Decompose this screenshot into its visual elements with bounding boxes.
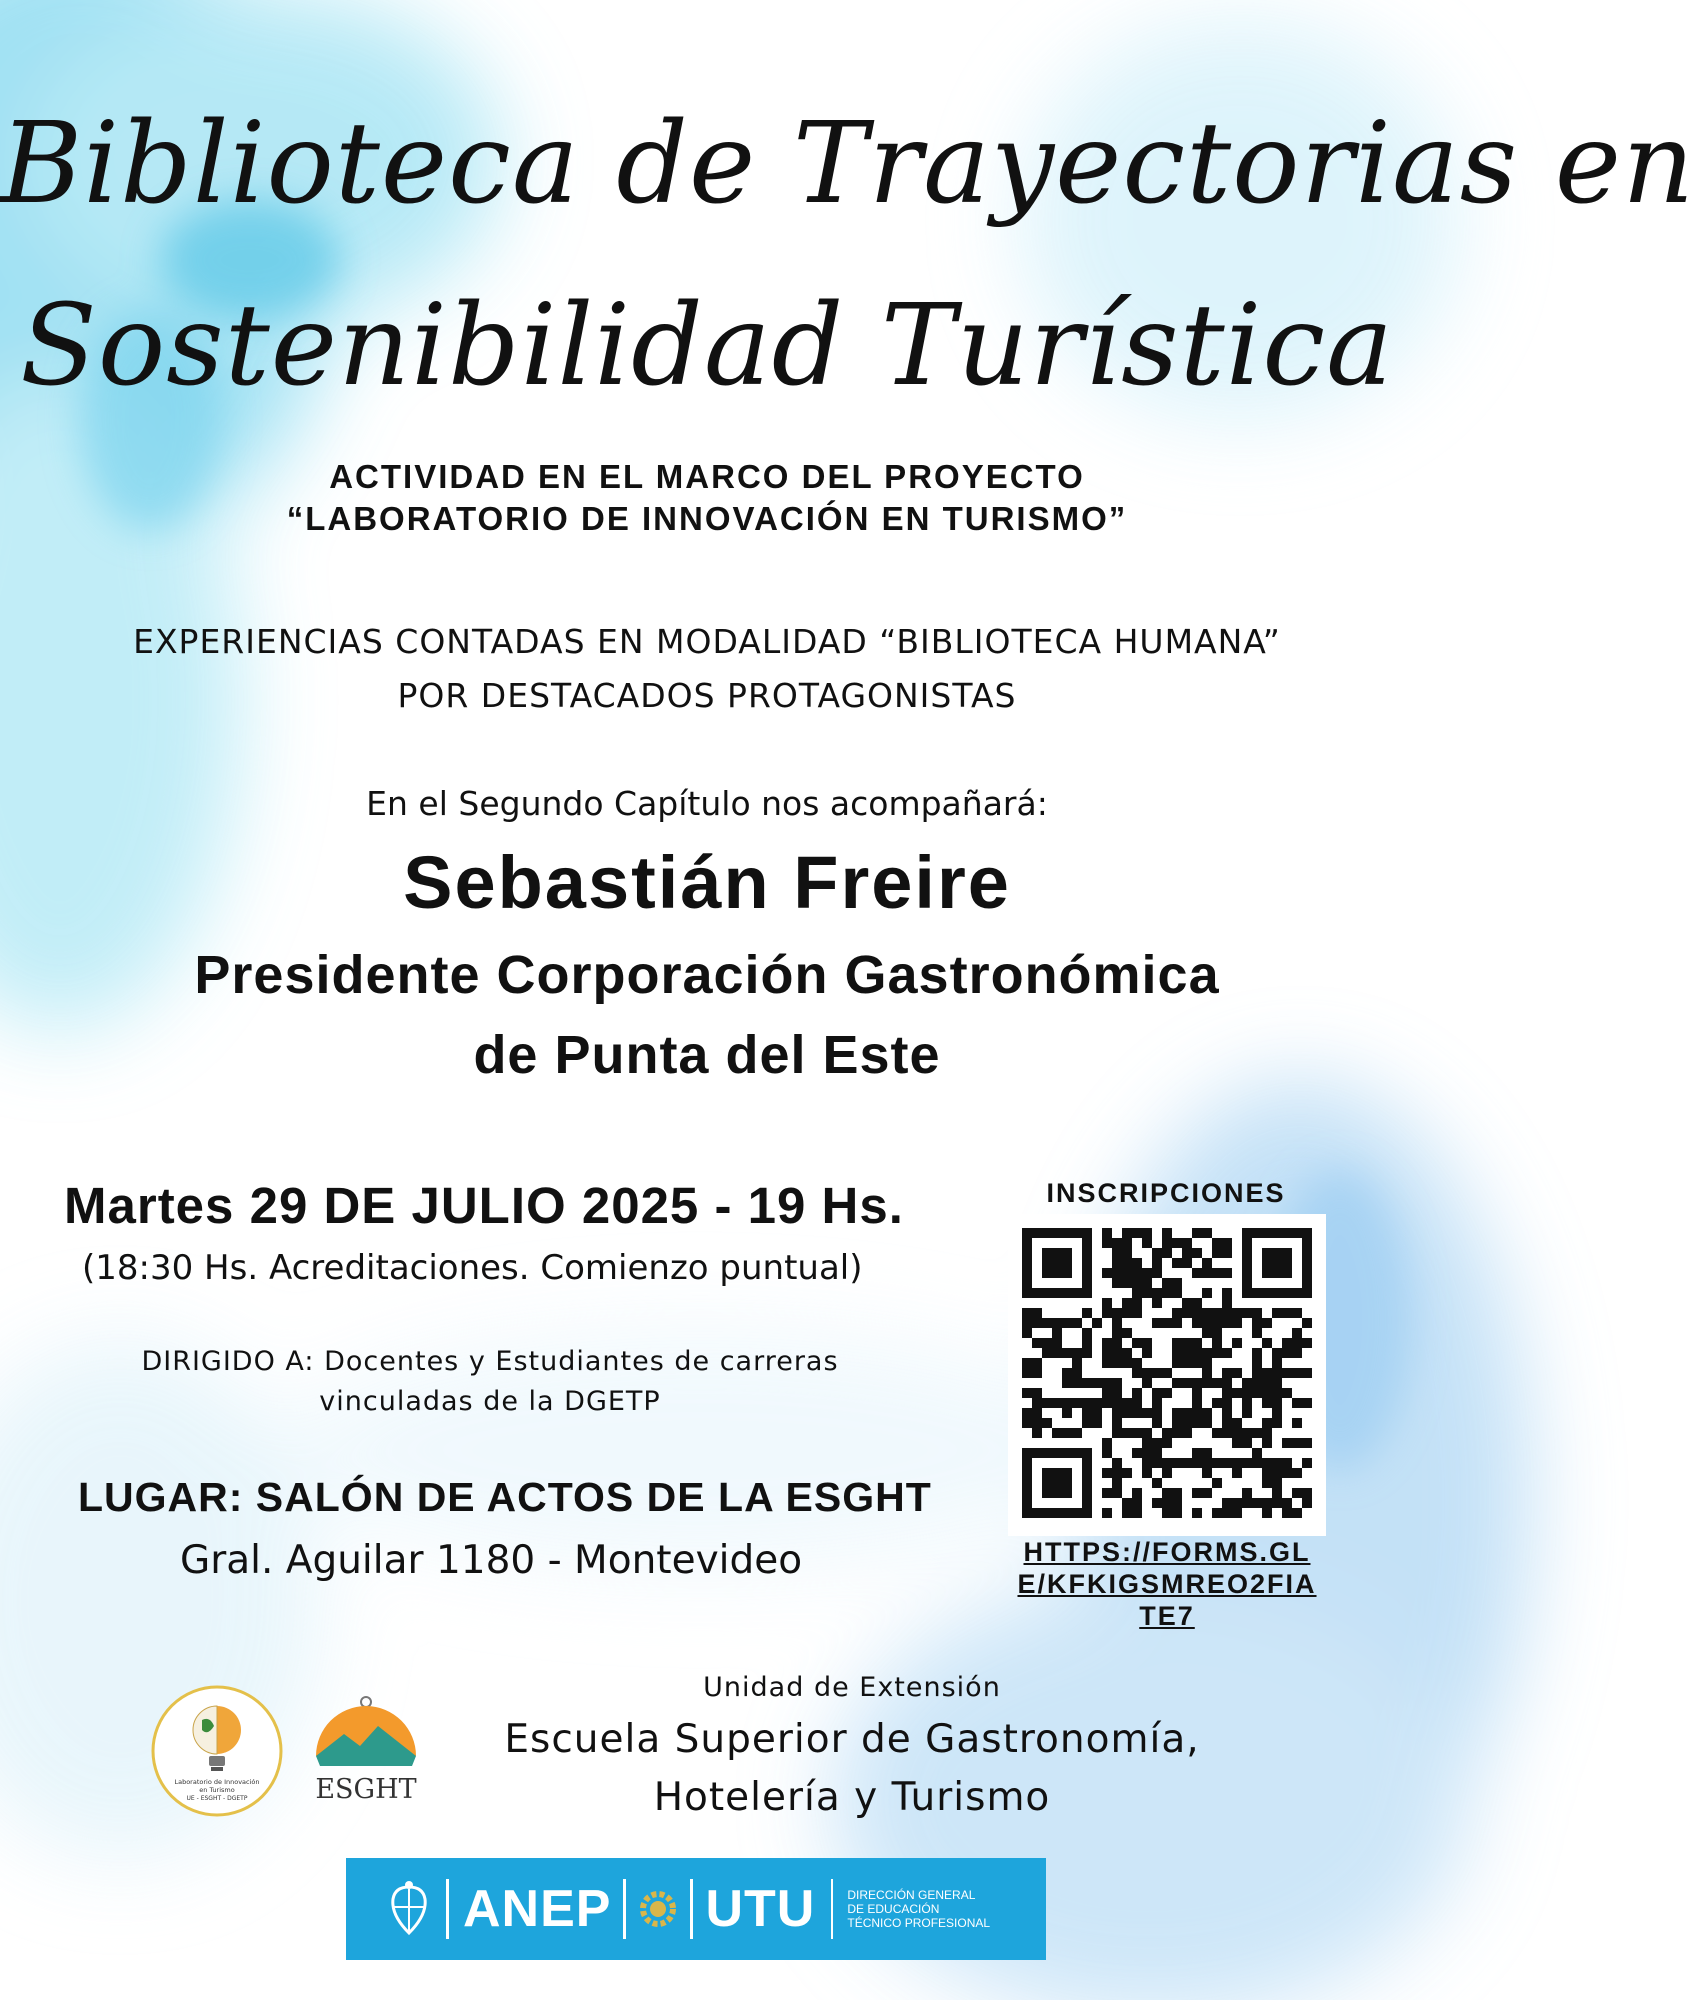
speaker-role-line-1: Presidente Corporación Gastronómica [194,945,1220,1005]
lab-logo-text-1: Laboratorio de Innovación [174,1778,260,1786]
experience-line-1: EXPERIENCIAS CONTADAS EN MODALIDAD “BIBLIOTECA HUMANA” [133,622,1281,661]
utu-text: UTU [705,1880,816,1938]
utu-gear-icon [638,1884,678,1934]
dgetp-line-1: DIRECCIÓN GENERAL [847,1888,976,1902]
dgetp-line-2: DE EDUCACIÓN [847,1902,940,1916]
audience-line-1: DIRIGIDO A: Docentes y Estudiantes de carreras [141,1346,839,1377]
registration-link-line-2: E/KFKIGSMREO2FIA [1017,1569,1317,1599]
lab-logo-text-2: en Turismo [199,1786,235,1794]
anep-utu-banner [346,1858,1046,1960]
title-line-1: Biblioteca de Trayectorias en [0,99,1695,229]
esght-logo [308,1694,424,1814]
school-line-1: Escuela Superior de Gastronomía, [504,1717,1200,1762]
registration-label: INSCRIPCIONES [1046,1178,1286,1208]
subtitle-line-2: “LABORATORIO DE INNOVACIÓN EN TURISMO” [286,500,1128,537]
extension-unit: Unidad de Extensión [703,1672,1001,1703]
divider [690,1879,693,1939]
experience-line-2: POR DESTACADOS PROTAGONISTAS [397,676,1017,715]
anep-text: ANEP [463,1880,612,1938]
address-text: Gral. Aguilar 1180 - Montevideo [180,1538,803,1583]
speaker-name: Sebastián Freire [403,841,1011,924]
qr-code-image [1008,1214,1326,1536]
event-date: Martes 29 DE JULIO 2025 - 19 Hs. [64,1177,904,1234]
subtitle-line-1: ACTIVIDAD EN EL MARCO DEL PROYECTO [329,458,1085,495]
dgetp-line-3: TÉCNICO PROFESIONAL [847,1916,991,1930]
speaker-role-line-2: de Punta del Este [473,1025,941,1085]
venue-text: LUGAR: SALÓN DE ACTOS DE LA ESGHT [78,1474,932,1520]
registration-link-line-3: TE7 [1139,1601,1195,1631]
qr-code[interactable] [1008,1214,1326,1536]
audience-line-2: vinculadas de la DGETP [319,1386,661,1417]
divider [446,1879,449,1939]
esght-logo-text: ESGHT [315,1774,417,1805]
dgetp-text [847,1888,990,1930]
school-line-2: Hotelería y Turismo [653,1775,1051,1820]
divider [831,1879,833,1939]
uruguay-coat-of-arms-icon [384,1879,434,1939]
registration-link-line-1: HTTPS://FORMS.GL [1023,1537,1311,1567]
lab-logo-text-3: UE - ESGHT - DGETP [186,1795,248,1802]
title-line-2: Sostenibilidad Turística [20,281,1394,411]
divider [623,1879,626,1939]
innovation-lab-logo [150,1684,284,1818]
accreditation-text: (18:30 Hs. Acreditaciones. Comienzo puntual) [82,1248,863,1288]
registration-link[interactable] [1004,1536,1330,1632]
chapter-text: En el Segundo Capítulo nos acompañará: [366,784,1048,823]
